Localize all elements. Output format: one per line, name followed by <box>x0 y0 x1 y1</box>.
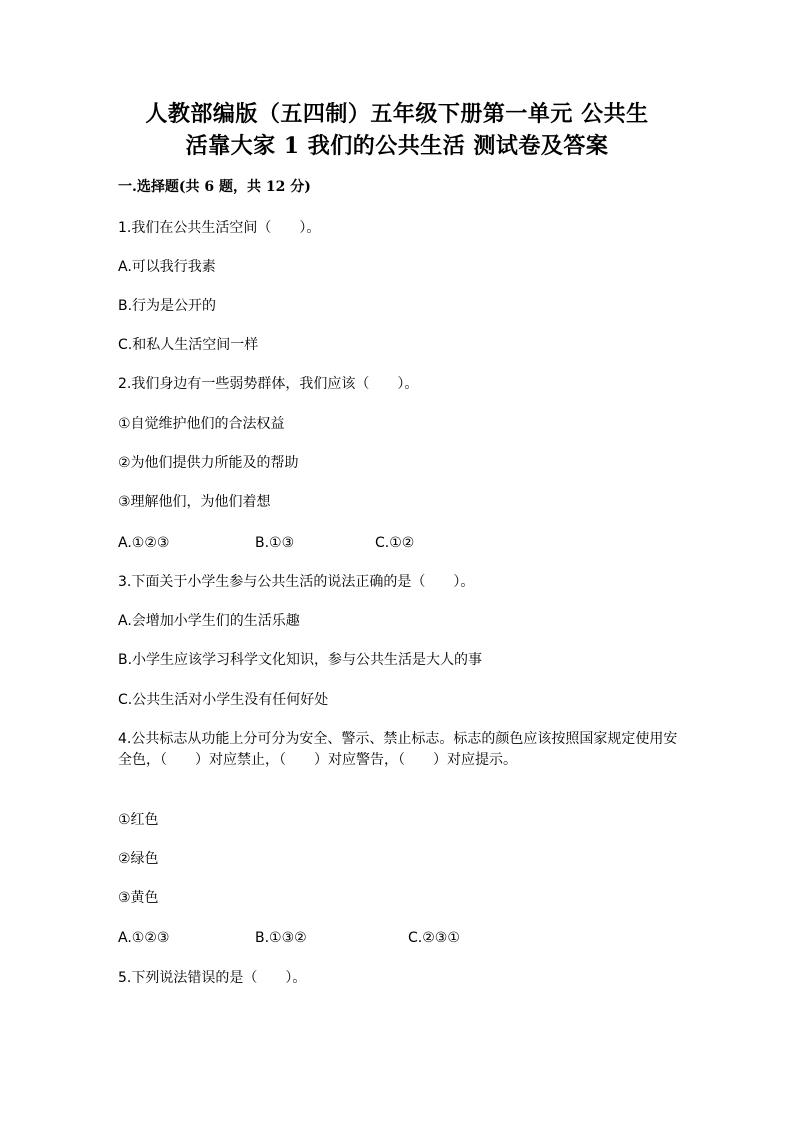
question-4-item-1: ①红色 <box>118 812 159 828</box>
document-title-line-1: 人教部编版（五四制）五年级下册第一单元 公共生 <box>145 101 649 127</box>
section-heading: 一.选择题(共 6 题，共 12 分) <box>118 179 311 195</box>
question-2-option-c: C.①② <box>375 535 415 551</box>
question-3-option-c: C.公共生活对小学生没有任何好处 <box>118 692 329 708</box>
question-2-item-2: ②为他们提供力所能及的帮助 <box>118 455 299 471</box>
question-1-stem: 1.我们在公共生活空间（ ）。 <box>118 220 321 236</box>
question-2-option-a: A.①②③ <box>118 535 170 551</box>
question-2-option-b: B.①③ <box>255 535 295 551</box>
question-3-stem: 3.下面关于小学生参与公共生活的说法正确的是（ ）。 <box>118 574 475 590</box>
question-1-option-b: B.行为是公开的 <box>118 298 217 314</box>
question-4-option-b: B.①③② <box>255 930 307 946</box>
question-4-item-2: ②绿色 <box>118 851 159 867</box>
question-2-stem: 2.我们身边有一些弱势群体，我们应该（ ）。 <box>118 376 419 392</box>
question-1-option-a: A.可以我行我素 <box>118 259 216 275</box>
question-4-stem: 4.公共标志从功能上分可分为安全、警示、禁止标志。标志的颜色应该按照国家规定使用安全色，（ ）对应禁止，（ ）对应警告，（ ）对应提示。 <box>118 731 678 768</box>
question-2-item-3: ③理解他们，为他们着想 <box>118 494 271 510</box>
question-5-stem: 5.下列说法错误的是（ ）。 <box>118 970 307 986</box>
question-3-option-a: A.会增加小学生们的生活乐趣 <box>118 613 300 629</box>
question-4-item-3: ③黄色 <box>118 890 159 906</box>
question-4-option-c: C.②③① <box>408 930 460 946</box>
document-title-line-2: 活靠大家 1 我们的公共生活 测试卷及答案 <box>185 133 609 159</box>
question-3-option-b: B.小学生应该学习科学文化知识，参与公共生活是大人的事 <box>118 652 483 668</box>
question-4-option-a: A.①②③ <box>118 930 170 946</box>
question-1-option-c: C.和私人生活空间一样 <box>118 337 259 353</box>
question-2-item-1: ①自觉维护他们的合法权益 <box>118 416 285 432</box>
